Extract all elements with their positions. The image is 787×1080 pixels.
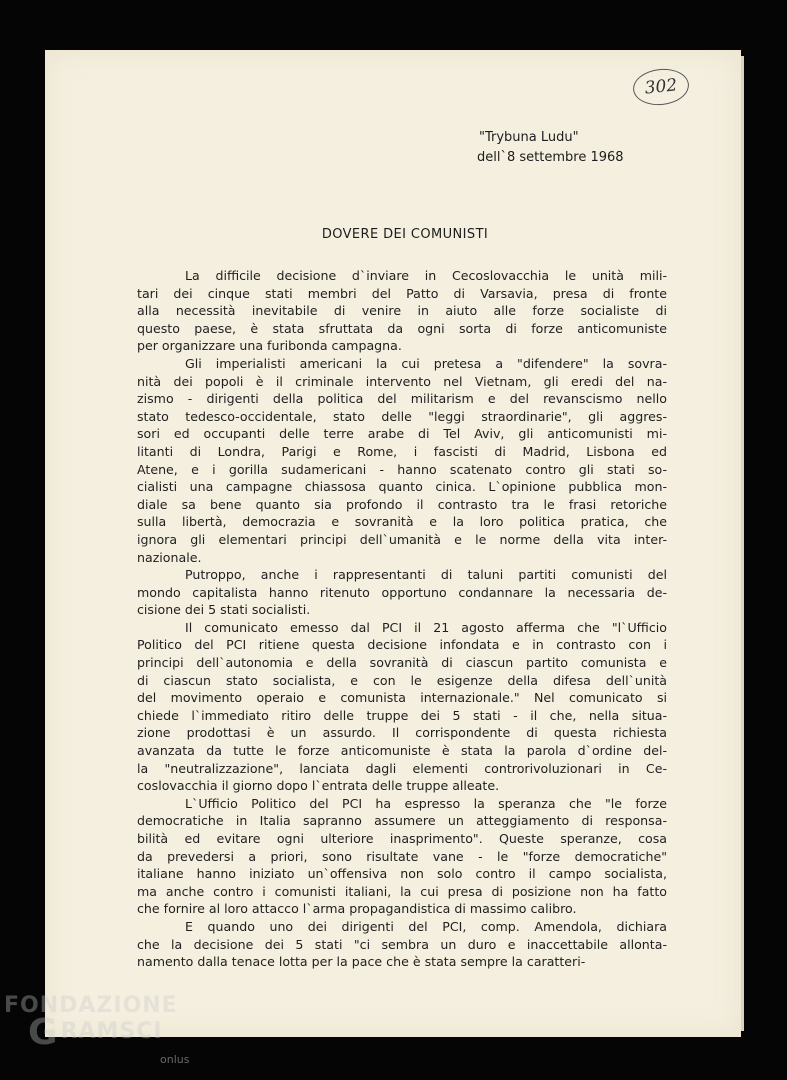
text-line: La difficile decisione d`inviare in Cecoslovacchia le unità mili- xyxy=(185,268,667,283)
text-line: democratiche in Italia sapranno assumere un atteggiamento di responsa- xyxy=(137,813,667,829)
gramsci-g-logo-icon: G xyxy=(28,1012,59,1053)
text-line: nazionale. xyxy=(137,549,202,565)
text-line: questo paese, è stata sfruttata da ogni sorta di forze anticomuniste xyxy=(137,320,667,336)
text-line: Atene, e i gorilla sudamericani - hanno scatenato contro gli stati so- xyxy=(137,461,667,477)
paragraph xyxy=(137,795,667,918)
paragraph xyxy=(137,267,667,355)
text-line: Gli imperialisti americani la cui pretesa a "difendere" la sovra- xyxy=(185,355,667,371)
paragraph xyxy=(137,918,667,971)
text-line: zione prodottasi è un assurdo. Il corrispondente di questa richiesta xyxy=(137,725,667,741)
archive-number-stamp: 302 xyxy=(631,66,690,108)
paragraph xyxy=(137,566,667,619)
text-line: principi dell`autonomia e della sovranità di ciascun partito comunista e xyxy=(137,655,667,671)
text-line: che fornire al loro attacco l`arma propagandistica di massimo calibro. xyxy=(137,901,577,917)
paper-edge xyxy=(741,56,744,1031)
text-line: namento dalla tenace lotta per la pace che è stata sempre la caratteri- xyxy=(137,954,586,970)
text-line: del movimento operaio e comunista internazionale." Nel comunicato si xyxy=(137,690,667,706)
text-line: da prevedersi a priori, sono risultate vane - le "forze democratiche" xyxy=(137,848,667,864)
newspaper-name: "Trybuna Ludu" xyxy=(479,130,579,145)
text-line: ignora gli elementari principi dell`umanità e le norme della vita inter- xyxy=(137,531,667,547)
text-line: la "neutralizzazione", lanciata dagli elementi controrivoluzionari in Ce- xyxy=(137,760,667,776)
article-title: DOVERE DEI COMUNISTI xyxy=(321,227,489,242)
paragraph xyxy=(137,355,667,566)
watermark-line2: RAMSCI xyxy=(60,1019,163,1044)
newspaper-date: dell`8 settembre 1968 xyxy=(477,150,624,165)
text-line: alla necessità inevitabile di venire in aiuto alle forze socialiste di xyxy=(137,303,667,319)
paragraph xyxy=(137,619,667,795)
text-line: coslovacchia il giorno dopo l`entrata delle truppe alleate. xyxy=(137,778,500,794)
text-line: diale sa bene quanto sia profondo il contrasto tra le frasi retoriche xyxy=(137,496,667,512)
text-line: cisione dei 5 stati socialisti. xyxy=(137,602,311,618)
text-line: litanti di Londra, Parigi e Rome, i fascisti di Madrid, Lisbona ed xyxy=(137,443,667,459)
text-line: sori ed occupanti delle terre arabe di Tel Aviv, gli anticomunisti mi- xyxy=(137,426,667,442)
document-page xyxy=(45,50,741,1037)
text-line: nità dei popoli è il criminale intervento nel Vietnam, gli eredi del na- xyxy=(137,373,667,389)
text-line: per organizzare una furibonda campagna. xyxy=(137,338,402,354)
text-line: di ciascun stato socialista, e con le esigenze della difesa dell`unità xyxy=(137,672,667,688)
text-line: zismo - dirigenti della politica del militarism e del revanscismo nello xyxy=(137,391,667,407)
text-line: bilità ed evitare ogni ulteriore inasprimento". Queste speranze, cosa xyxy=(137,831,667,846)
fondazione-gramsci-watermark xyxy=(4,993,190,1066)
text-line: Politico del PCI ritiene questa decisione infondata e in contrasto con i xyxy=(137,637,667,653)
text-line: che la decisione dei 5 stati "ci sembra un duro e inaccettabile allonta- xyxy=(137,936,667,952)
article-body xyxy=(137,267,667,971)
text-line: tari dei cinque stati membri del Patto di Varsavia, presa di fronte xyxy=(137,285,667,301)
text-line: cialisti una campagne chiassosa quanto cinica. L`opinione pubblica mon- xyxy=(137,479,667,495)
text-line: Il comunicato emesso dal PCI il 21 agosto afferma che "l`Ufficio xyxy=(185,619,667,635)
text-line: italiane hanno iniziato un`offensiva non solo contro il campo socialista, xyxy=(137,866,667,882)
text-line: L`Ufficio Politico del PCI ha espresso la speranza che "le forze xyxy=(185,795,667,811)
watermark-line1: FONDAZIONE xyxy=(4,993,178,1018)
text-line: E quando uno dei dirigenti del PCI, comp. Amendola, dichiara xyxy=(185,918,667,934)
text-line: avanzata da tutte le forze anticomuniste è stata la parola d`ordine del- xyxy=(137,743,667,759)
text-line: stato tedesco-occidentale, stato delle "leggi straordinarie", gli aggres- xyxy=(137,408,667,424)
text-line: Putroppo, anche i rappresentanti di taluni partiti comunisti del xyxy=(185,567,667,583)
watermark-onlus: onlus xyxy=(160,1053,190,1066)
source-header xyxy=(477,128,624,168)
text-line: ma anche contro i comunisti italiani, la cui presa di posizione non ha fatto xyxy=(137,883,667,899)
text-line: mondo capitalista hanno ritenuto opportuno condannare la necessaria de- xyxy=(137,584,667,600)
text-line: chiede l`immediato ritiro delle truppe dei 5 stati - il che, nella situa- xyxy=(137,707,667,723)
text-line: sulla libertà, democrazia e sovranità e la loro politica pratica, che xyxy=(137,514,667,530)
